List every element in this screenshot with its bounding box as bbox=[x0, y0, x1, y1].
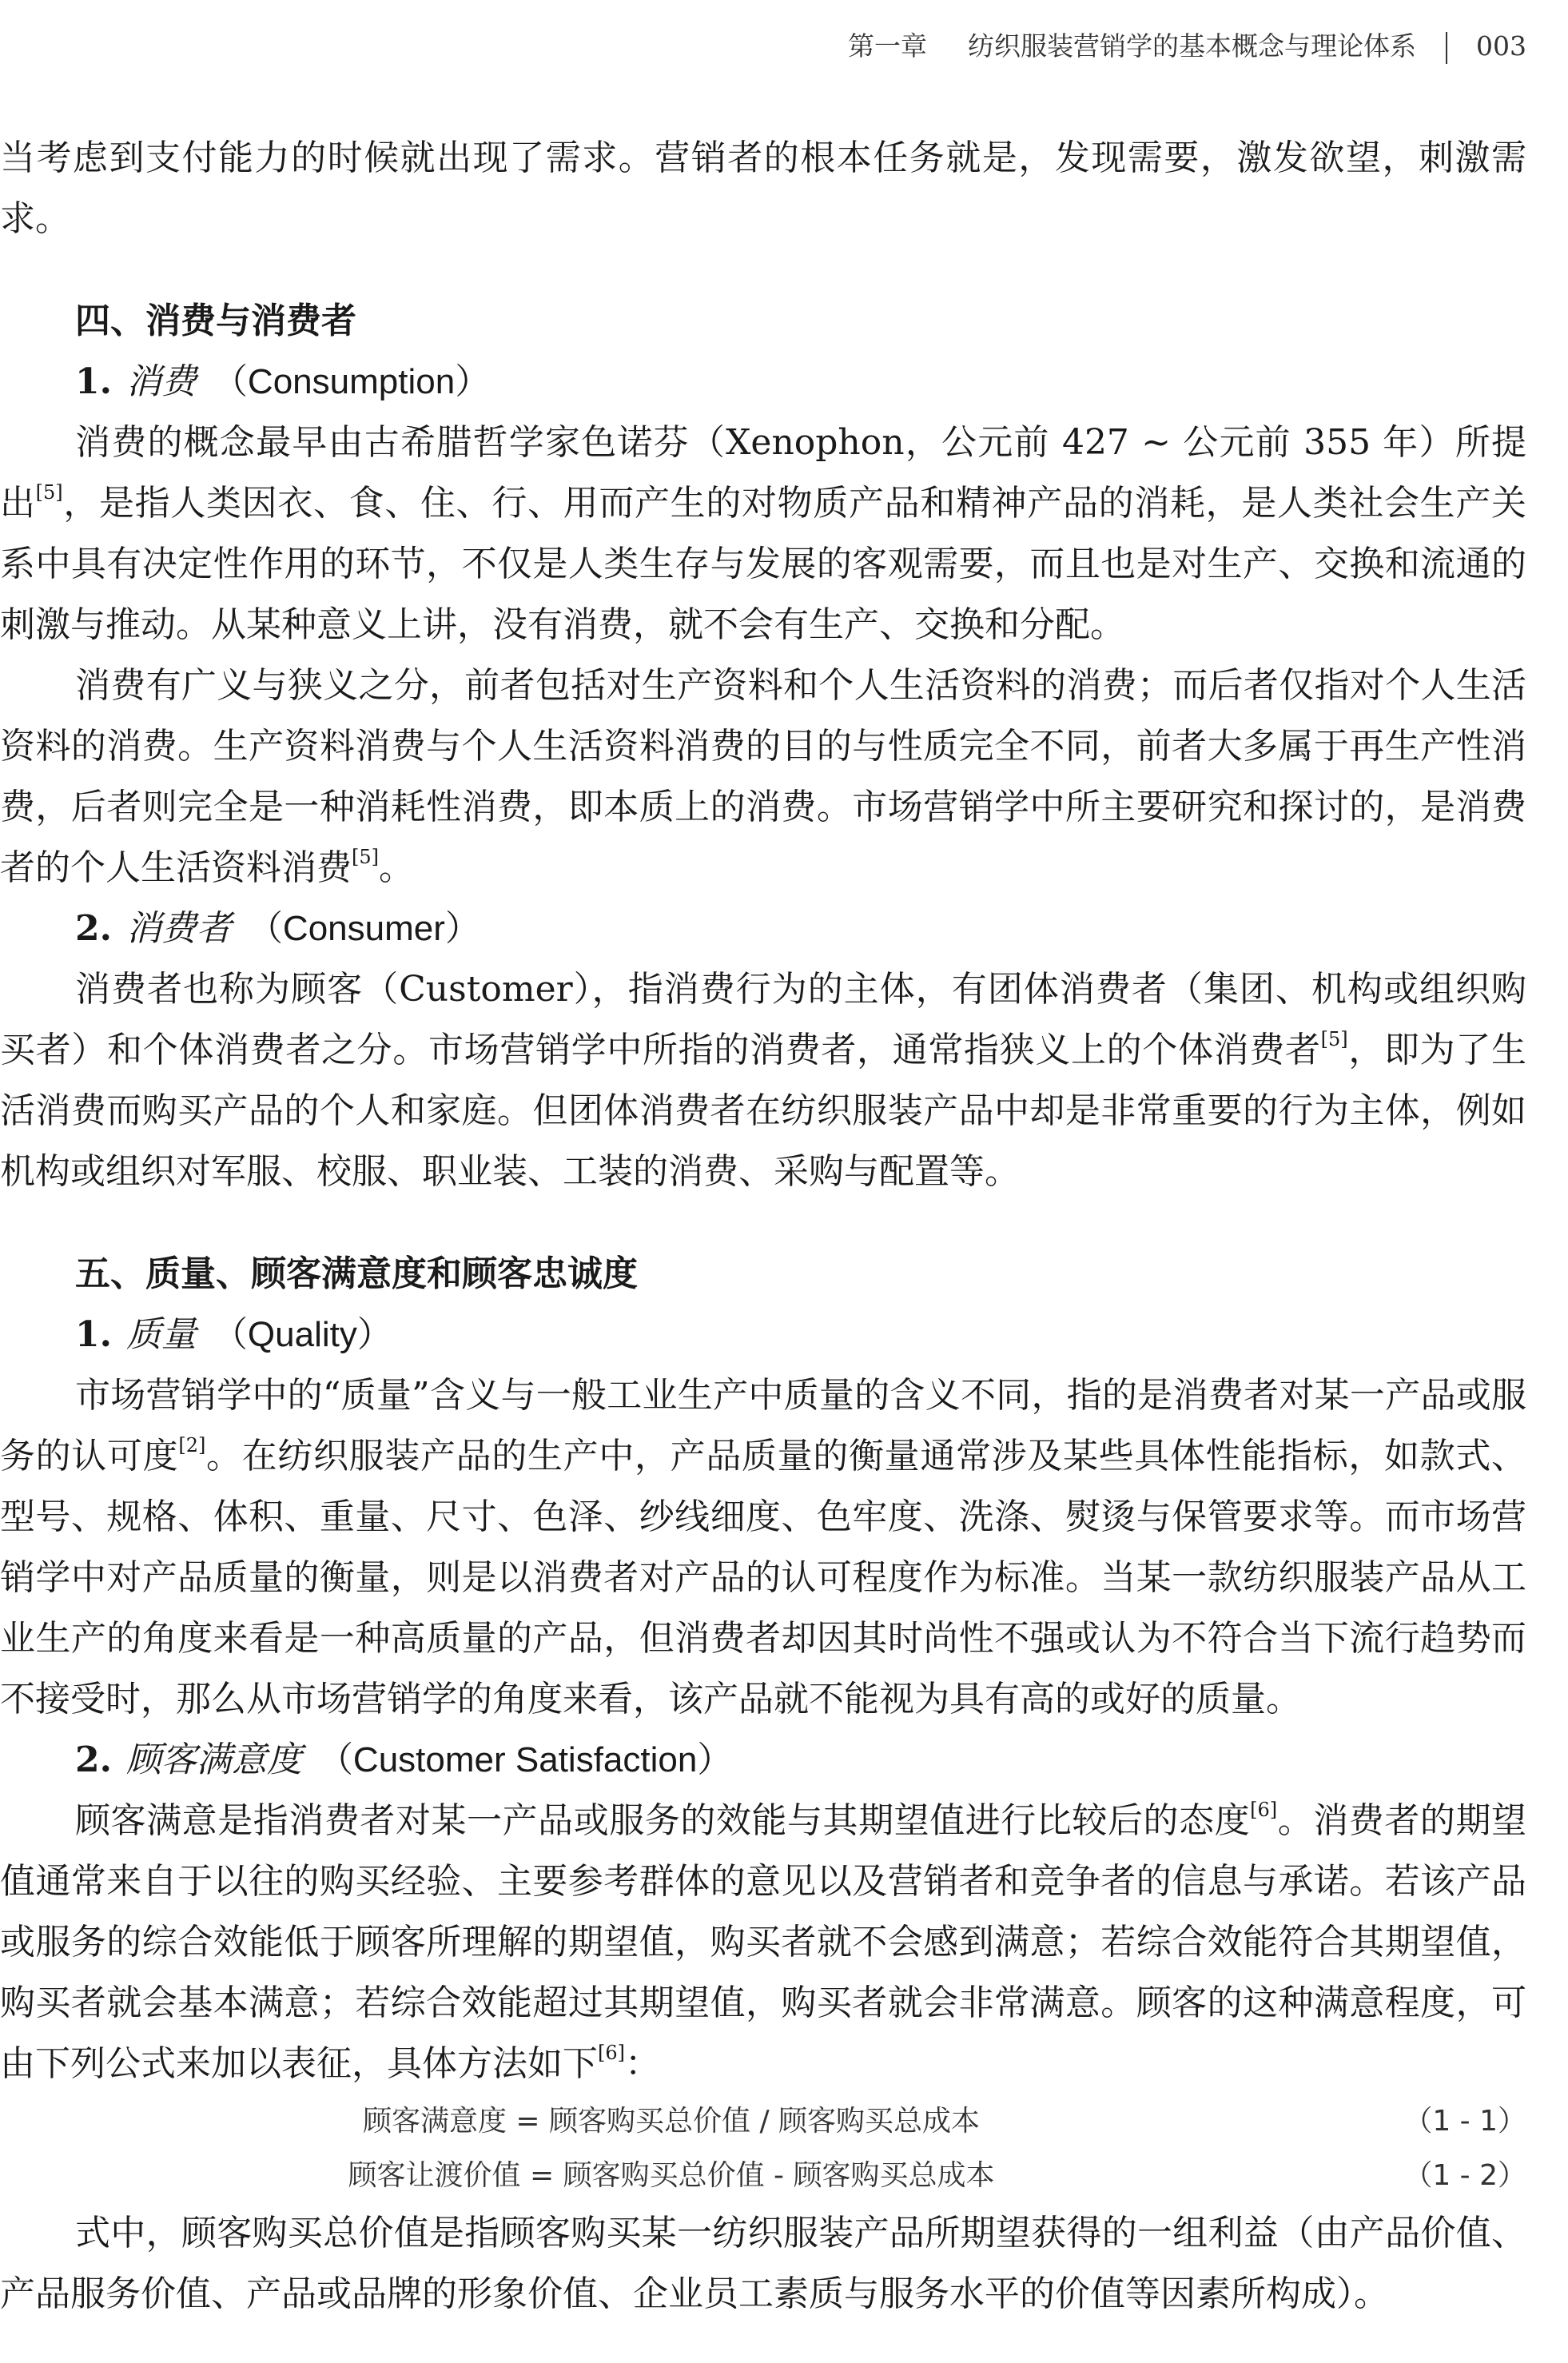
citation: [5] bbox=[35, 481, 63, 504]
header-divider bbox=[1446, 32, 1447, 64]
section-heading-5: 五、质量、顾客满意度和顾客忠诚度 bbox=[75, 1253, 638, 1294]
text-run: ，是指人类因衣、食、住、行、用而产生的对物质产品和精神产品的消耗，是人类社会生产关系中具有决定性作用的环节，不仅是人类生存与发展的客观需要，而且也是对生产、交换和流通的刺激与推动。从某种意义上讲，没有消费，就不会有生产、交换和分配。 bbox=[0, 483, 1527, 645]
paragraph bbox=[0, 1791, 1526, 2094]
text-run: ： bbox=[625, 2043, 660, 2084]
text-run: 。 bbox=[379, 847, 414, 888]
subheading-consumer bbox=[75, 899, 1526, 959]
subheading-number: 2. bbox=[75, 908, 112, 949]
subheading-cn: 顾客满意度 bbox=[125, 1739, 302, 1780]
subheading-en: （Consumption） bbox=[212, 362, 491, 401]
citation: [5] bbox=[1320, 1028, 1348, 1050]
paragraph bbox=[0, 656, 1526, 899]
page-body bbox=[0, 128, 1526, 2325]
formula-text: 顾客让渡价值 = 顾客购买总价值 - 顾客购买总成本 bbox=[348, 2159, 995, 2192]
page-number: 003 bbox=[1476, 30, 1526, 62]
subheading-en: （Quality） bbox=[212, 1315, 392, 1354]
text-run: 消费者也称为顾客（Customer），指消费行为的主体，有团体消费者（集团、机构或组织购买者）和个体消费者之分。市场营销学中所指的消费者，通常指狭义上的个体消费者 bbox=[0, 969, 1526, 1070]
citation: [2] bbox=[178, 1434, 206, 1456]
subheading-cn: 消费者 bbox=[125, 908, 232, 949]
subheading-consumption bbox=[75, 352, 1526, 412]
text-run: 消费有广义与狭义之分，前者包括对生产资料和个人生活资料的消费；而后者仅指对个人生活资料的消费。生产资料消费与个人生活资料消费的目的与性质完全不同，前者大多属于再生产性消费，后者则完全是一种消耗性消费，即本质上的消费。市场营销学中所主要研究和探讨的，是消费者的个人生活资料消费 bbox=[0, 665, 1526, 888]
chapter-label: 第一章 bbox=[848, 30, 927, 62]
citation: [5] bbox=[352, 846, 379, 868]
formula-text: 顾客满意度 = 顾客购买总价值 / 顾客购买总成本 bbox=[362, 2105, 981, 2138]
subheading-cn: 质量 bbox=[125, 1314, 197, 1355]
text-run: 市场营销学中的“质量”含义与一般工业生产中质量的含义不同，指的是消费者对某一产品或服务的认可度 bbox=[0, 1375, 1526, 1476]
text-run: 顾客满意是指消费者对某一产品或服务的效能与其期望值进行比较后的态度 bbox=[75, 1800, 1251, 1841]
text-run: 。在纺织服装产品的生产中，产品质量的衡量通常涉及某些具体性能指标，如款式、型号、规格、体积、重量、尺寸、色泽、纱线细度、色牢度、洗涤、熨烫与保管要求等。而市场营销学中对产品质量的衡量，则是以消费者对产品的认可程度作为标准。当某一款纺织服装产品从工业生产的角度来看是一种高质量的产品，但消费者却因其时尚性不强或认为不符合当下流行趋势而不接受时，那么从市场营销学的角度来看，该产品就不能视为具有高的或好的质量。 bbox=[0, 1436, 1527, 1719]
intro-paragraph: 当考虑到支付能力的时候就出现了需求。营销者的根本任务就是，发现需要，激发欲望，刺激需求。 bbox=[0, 137, 1526, 239]
subheading-en: （Consumer） bbox=[247, 909, 480, 948]
chapter-title: 纺织服装营销学的基本概念与理论体系 bbox=[968, 30, 1416, 62]
formula-2 bbox=[0, 2149, 1526, 2203]
subheading-satisfaction bbox=[75, 1730, 1526, 1791]
formula-1 bbox=[0, 2094, 1526, 2149]
subheading-number: 2. bbox=[75, 1739, 112, 1780]
paragraph: 式中，顾客购买总价值是指顾客购买某一纺织服装产品所期望获得的一组利益（由产品价值、产品服务价值、产品或品牌的形象价值、企业员工素质与服务水平的价值等因素所构成）。 bbox=[0, 2213, 1526, 2314]
subheading-quality bbox=[75, 1305, 1526, 1365]
subheading-number: 1. bbox=[75, 1314, 112, 1355]
paragraph bbox=[0, 1365, 1526, 1730]
formula-number: （1 - 1） bbox=[1403, 2105, 1526, 2138]
subheading-cn: 消费 bbox=[125, 361, 197, 402]
running-header bbox=[0, 22, 1526, 70]
citation: [6] bbox=[1250, 1799, 1278, 1821]
text-run: 。消费者的期望值通常来自于以往的购买经验、主要参考群体的意见以及营销者和竞争者的信息与承诺。若该产品或服务的综合效能低于顾客所理解的期望值，购买者就不会感到满意；若综合效能符合其期望值，购买者就会基本满意；若综合效能超过其期望值，购买者就会非常满意。顾客的这种满意程度，可由下列公式来加以表征，具体方法如下 bbox=[0, 1800, 1527, 2084]
section-heading-4: 四、消费与消费者 bbox=[75, 301, 356, 341]
text-run: 消费的概念最早由古希腊哲学家色诺芬（Xenophon，公元前 427 ~ 公元前 355 年）所提出 bbox=[0, 422, 1526, 524]
paragraph bbox=[0, 412, 1526, 656]
subheading-en: （Customer Satisfaction） bbox=[317, 1740, 733, 1779]
subheading-number: 1. bbox=[75, 361, 112, 402]
citation: [6] bbox=[598, 2042, 625, 2064]
text-run: ，即为了生活消费而购买产品的个人和家庭。但团体消费者在纺织服装产品中却是非常重要的行为主体，例如机构或组织对军服、校服、职业装、工装的消费、采购与配置等。 bbox=[0, 1030, 1527, 1192]
formula-number: （1 - 2） bbox=[1403, 2159, 1526, 2192]
paragraph bbox=[0, 959, 1526, 1202]
